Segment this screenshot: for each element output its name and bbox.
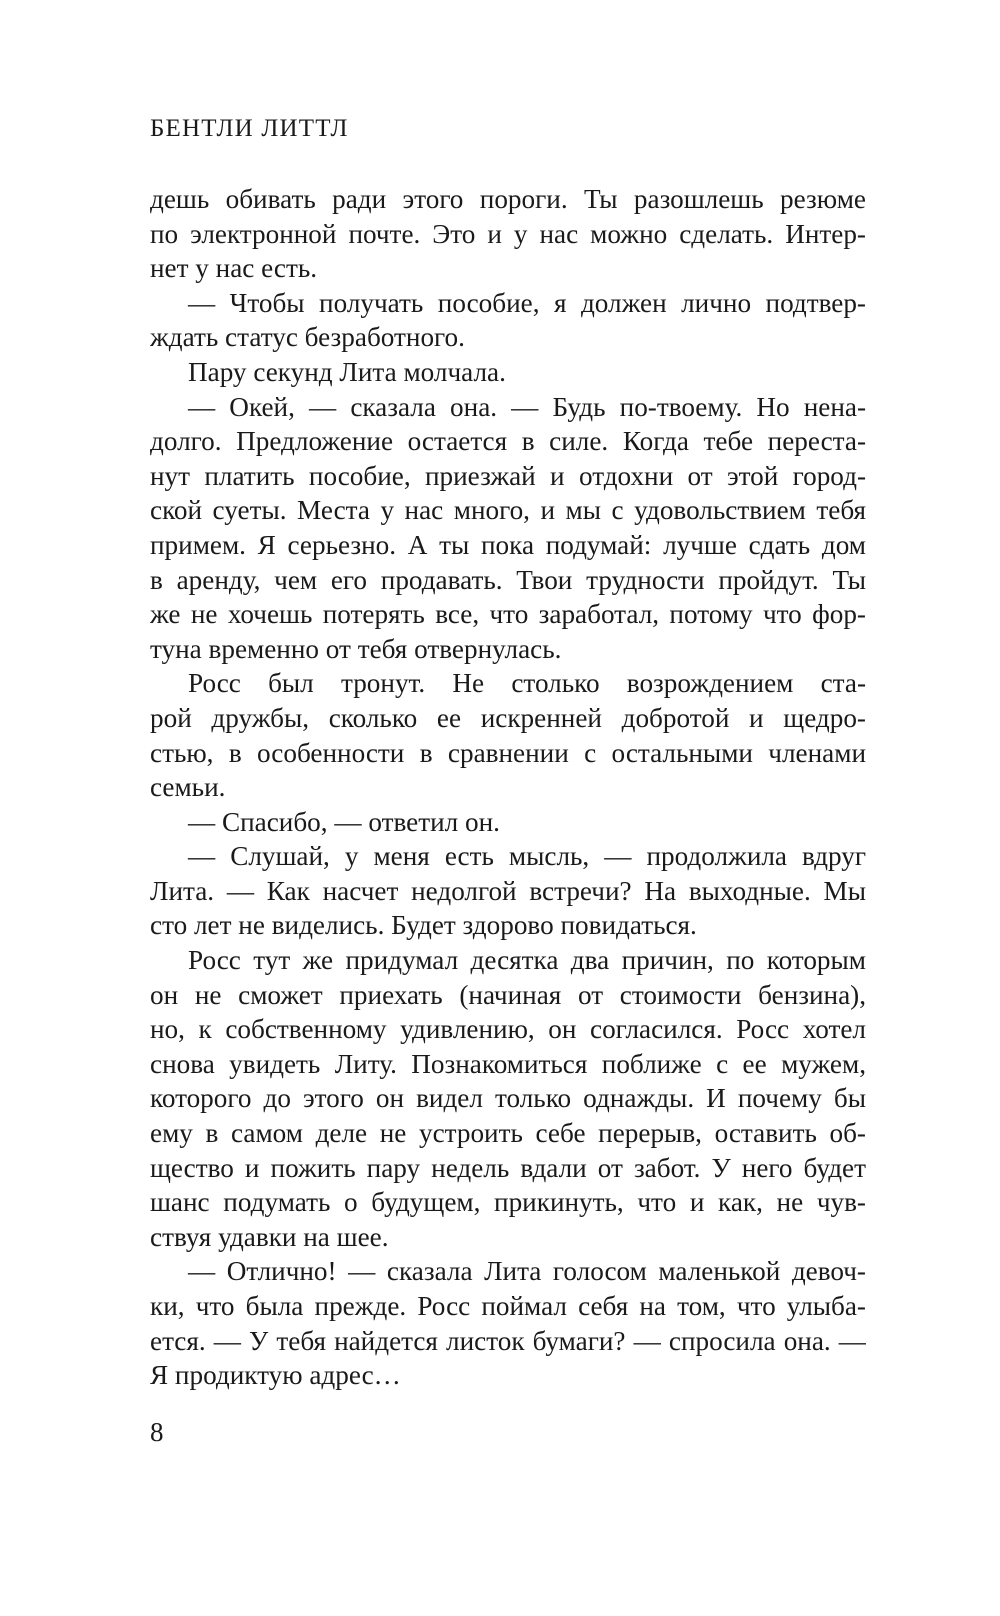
text-line: — Спасибо, — ответил он. <box>188 806 500 837</box>
text-line: нет у нас есть. <box>150 253 318 284</box>
text-line: — Окей, — сказала она. — Будь по-твоему. Но нена- <box>188 391 866 422</box>
body-text <box>150 182 866 1393</box>
text-line: семьи. <box>150 772 226 803</box>
text-line: туна временно от тебя отвернулась. <box>150 633 562 664</box>
text-line: по электронной почте. Это и у нас можно сделать. Интер- <box>150 218 866 249</box>
text-line: ется. — У тебя найдется листок бумаги? — спросила она. — <box>150 1325 866 1356</box>
text-line: же не хочешь потерять все, что заработал, потому что фор- <box>150 599 866 630</box>
text-line: стью, в особенности в сравнении с остальными членами <box>150 737 866 768</box>
text-line: Росс тут же придумал десятка два причин, по которым <box>188 945 866 976</box>
text-line: — Чтобы получать пособие, я должен лично подтвер- <box>188 287 866 318</box>
text-line: щество и пожить пару недель вдали от забот. У него будет <box>150 1152 866 1183</box>
text-line: — Отлично! — сказала Лита голосом маленькой девоч- <box>188 1256 866 1287</box>
text-line: ждать статус безработного. <box>150 322 465 353</box>
text-line: ской суеты. Места у нас много, и мы с удовольствием тебя <box>150 495 866 526</box>
text-line: ему в самом деле не устроить себе перерыв, оставить об- <box>150 1118 866 1149</box>
text-line: примем. Я серьезно. А ты пока подумай: лучше сдать дом <box>150 529 866 560</box>
text-line: он не сможет приехать (начиная от стоимости бензина), <box>150 979 866 1010</box>
page-number: 8 <box>150 1417 164 1447</box>
text-line: Лита. — Как насчет недолгой встречи? На выходные. Мы <box>150 875 866 906</box>
text-line: сто лет не виделись. Будет здорово повидаться. <box>150 910 697 941</box>
text-line: ки, что была прежде. Росс поймал себя на том, что улыба- <box>150 1291 866 1321</box>
text-line: Я продиктую адрес… <box>150 1360 401 1391</box>
text-line: ствуя удавки на шее. <box>150 1221 389 1252</box>
text-line: шанс подумать о будущем, прикинуть, что и как, не чув- <box>150 1187 866 1218</box>
text-line: снова увидеть Литу. Познакомиться поближе с ее мужем, <box>150 1048 866 1079</box>
running-title: БЕНТЛИ ЛИТТЛ <box>150 115 349 142</box>
text-line: долго. Предложение остается в силе. Когда тебе переста- <box>150 426 866 457</box>
text-line: Росс был тронут. Не столько возрождением ста- <box>188 668 866 699</box>
text-line: в аренду, чем его продавать. Твои трудности пройдут. Ты <box>150 564 866 595</box>
text-line: — Слушай, у меня есть мысль, — продолжила вдруг <box>188 841 866 872</box>
text-line: Пару секунд Лита молчала. <box>188 356 506 387</box>
text-line: дешь обивать ради этого пороги. Ты разошлешь резюме <box>150 184 866 214</box>
text-line: но, к собственному удивлению, он согласился. Росс хотел <box>150 1014 866 1045</box>
text-line: нут платить пособие, приезжай и отдохни от этой город- <box>150 460 866 491</box>
text-line: которого до этого он видел только однажды. И почему бы <box>150 1083 866 1114</box>
text-line: рой дружбы, сколько ее искренней добротой и щедро- <box>150 702 866 733</box>
